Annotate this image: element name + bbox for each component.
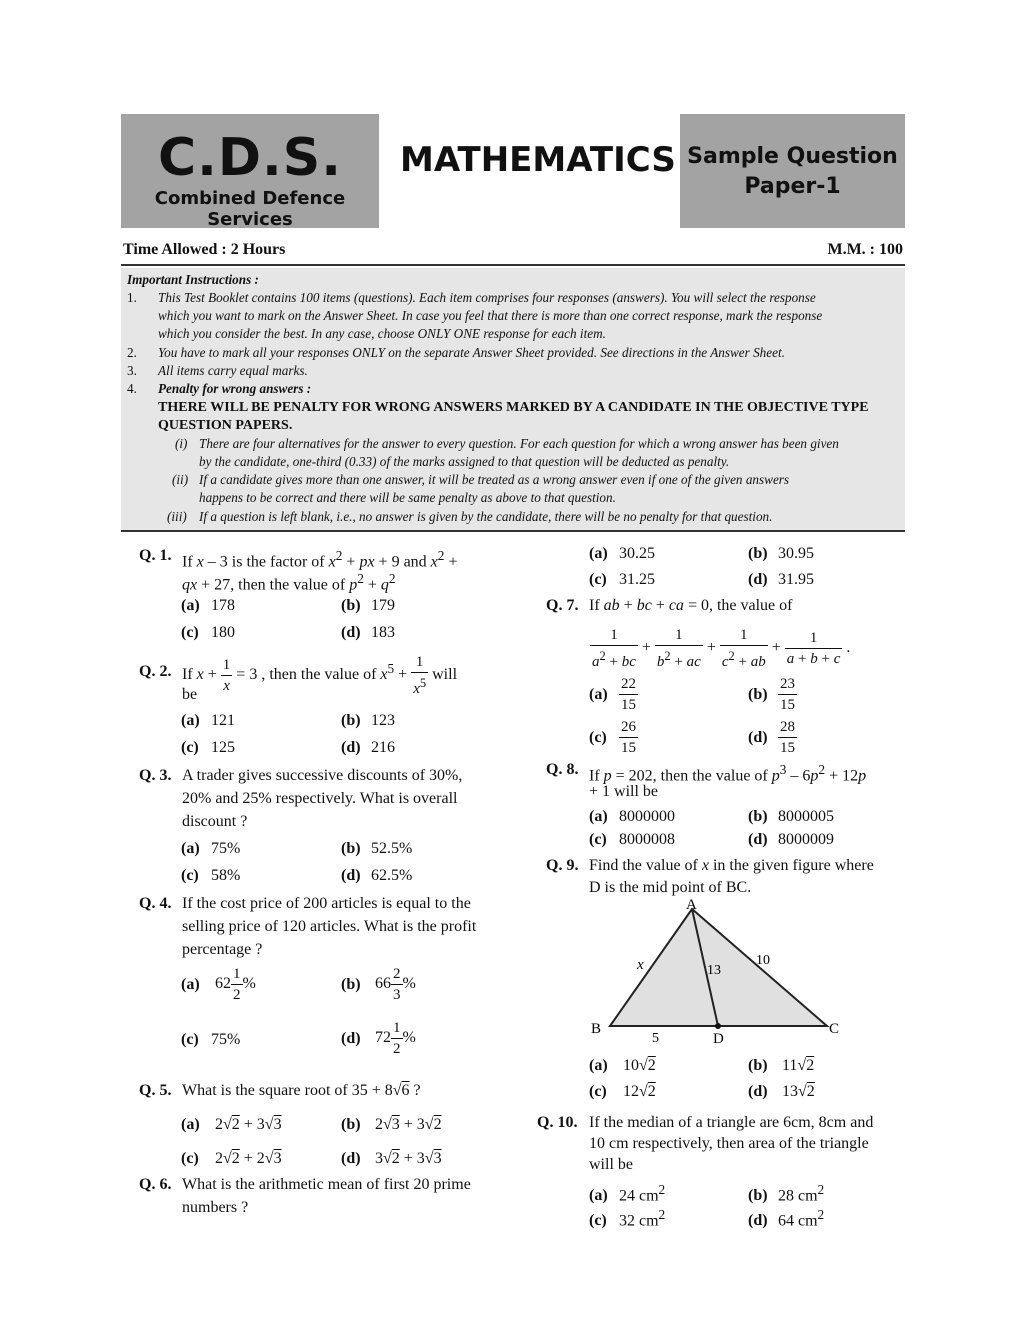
option-c[interactable]: (c) 12√2 xyxy=(589,1083,656,1100)
option-label: (a) xyxy=(181,840,200,857)
sub-num: (iii) xyxy=(167,509,187,524)
option-label: (b) xyxy=(748,545,768,562)
q5-text: What is the square root of xyxy=(182,1082,348,1099)
instr-line: If a question is left blank, i.e., no answer is given by the candidate, there will be no penalty for that question. xyxy=(199,509,773,524)
option-b[interactable]: (b) 11√2 xyxy=(748,1057,815,1074)
option-label: (c) xyxy=(589,1212,607,1230)
question-text: Find the value of x in the given figure where xyxy=(589,857,874,874)
option-value: 178 xyxy=(211,597,235,614)
option-b[interactable]: (b) 28 $cm^2$ xyxy=(748,1179,824,1207)
option-label: (b) xyxy=(341,840,361,857)
penalty-title: QUESTION PAPERS. xyxy=(158,418,293,433)
instr-num: 4. xyxy=(127,381,137,396)
question-text: selling price of 120 articles. What is the profit xyxy=(182,918,477,935)
question-text: percentage ? xyxy=(182,941,263,958)
option-b[interactable] xyxy=(748,806,834,828)
question-text: be xyxy=(182,686,198,703)
option-c[interactable]: (c) $\frac{26}{15}$ xyxy=(589,719,636,756)
question-text: 10 cm respectively, then area of the triangle xyxy=(589,1135,869,1152)
instr-line: All items carry equal marks. xyxy=(158,363,308,378)
option-label: (c) xyxy=(181,624,199,641)
instr-num: 3. xyxy=(127,363,137,378)
option-label: (a) xyxy=(181,597,200,614)
option-d[interactable]: (d) 3√2 + 3√3 xyxy=(341,1150,442,1167)
question-text: A trader gives successive discounts of 30%, xyxy=(182,767,463,784)
instr-line: happens to be correct and there will be same penalty as above to that question. xyxy=(199,490,616,505)
label-10: 10 xyxy=(756,953,770,968)
option-value: 123 xyxy=(371,712,395,729)
time-allowed: Time Allowed : 2 Hours xyxy=(123,241,286,258)
logo-title: C.D.S. xyxy=(157,128,343,188)
paper-box xyxy=(680,114,905,228)
option-a[interactable]: (a) 2√2 + 3√3 xyxy=(181,1116,282,1133)
option-label: (c) xyxy=(181,1031,199,1048)
option-b[interactable] xyxy=(341,710,395,732)
option-label: (b) xyxy=(341,712,361,729)
option-value: 31.95 xyxy=(778,571,814,588)
instr-line: which you want to mark on the Answer Sheet. In case you feel that there is more than one correct response, mark the response xyxy=(158,308,823,323)
option-value: 8000009 xyxy=(778,831,834,848)
label-x: x xyxy=(637,957,644,973)
option-value: 32 cm xyxy=(619,1212,659,1230)
question-text: If ab + bc + ca = 0, the value of xyxy=(589,597,793,614)
option-label: (c) xyxy=(181,739,199,756)
option-label: (a) xyxy=(589,1187,608,1205)
option-c[interactable] xyxy=(589,829,675,851)
option-c[interactable] xyxy=(181,1029,240,1051)
option-value: 8000008 xyxy=(619,831,675,848)
label-d: D xyxy=(713,1031,724,1047)
triangle-figure xyxy=(580,895,850,1050)
option-d[interactable] xyxy=(341,865,412,887)
question-text: will be xyxy=(589,1156,633,1173)
question-number: Q. 9. xyxy=(546,857,579,874)
option-d[interactable] xyxy=(748,569,814,591)
question-text: 20% and 25% respectively. What is overall xyxy=(182,790,458,807)
question-number: Q. 4. xyxy=(139,895,172,912)
question-number: Q. 8. xyxy=(546,761,579,778)
instr-line: There are four alternatives for the answer to every question. For each question for which a wrong answer has been given xyxy=(199,436,839,451)
sub-num: (ii) xyxy=(172,472,189,487)
option-value: 125 xyxy=(211,739,235,756)
option-value: 8000005 xyxy=(778,808,834,825)
option-a[interactable] xyxy=(181,710,235,732)
logo-box xyxy=(121,114,379,228)
option-label: (b) xyxy=(748,1187,768,1205)
paper-title xyxy=(680,142,905,202)
option-c[interactable] xyxy=(181,622,235,644)
option-a[interactable] xyxy=(589,543,655,565)
paper-line-1: Sample Question xyxy=(687,144,898,169)
question-text: If the median of a triangle are 6cm, 8cm and xyxy=(589,1114,874,1131)
option-value: 180 xyxy=(211,624,235,641)
question-number: Q. 5. xyxy=(139,1082,172,1099)
instr-line: by the candidate, one-third (0.33) of the marks assigned to that question will be deducted as penalty. xyxy=(199,454,730,469)
instr-line: You have to mark all your responses ONLY on the separate Answer Sheet provided. See directions in the Answer Sheet. xyxy=(158,345,785,360)
option-d[interactable] xyxy=(341,737,395,759)
label-a: A xyxy=(686,897,697,913)
option-value: 8000000 xyxy=(619,808,675,825)
question-text: D is the mid point of BC. xyxy=(589,879,752,896)
option-b[interactable]: (b) $\frac{23}{15}$ xyxy=(748,676,795,713)
question-number: Q. 7. xyxy=(546,597,579,614)
option-label: (d) xyxy=(748,571,768,588)
question-number: Q. 1. xyxy=(139,547,172,564)
option-a[interactable]: (a) 62 $\frac{1}{2}$ % xyxy=(181,966,256,1003)
option-value: 24 cm xyxy=(619,1187,659,1205)
option-d[interactable]: (d) 64 $cm^2$ xyxy=(748,1204,824,1232)
option-label: (a) xyxy=(589,808,608,825)
option-value: 121 xyxy=(211,712,235,729)
option-value: 28 cm xyxy=(778,1187,818,1205)
instr-line: Penalty for wrong answers : xyxy=(158,381,312,396)
option-label: (c) xyxy=(589,571,607,588)
instructions-heading: Important Instructions : xyxy=(127,272,259,287)
option-d[interactable]: (d) 72 $\frac{1}{2}$ % xyxy=(341,1020,416,1057)
question-text: qx + 27, then the value of $p^2 + q^2$ xyxy=(182,571,396,594)
point-d xyxy=(715,1023,721,1029)
option-b[interactable] xyxy=(341,595,395,617)
instr-line: which you consider the best. In any case, choose ONLY ONE response for each item. xyxy=(158,326,606,341)
option-c[interactable] xyxy=(181,865,240,887)
question-text: + 1 will be xyxy=(589,783,659,800)
option-d[interactable] xyxy=(748,829,834,851)
option-b[interactable] xyxy=(341,838,412,860)
question-text: What is the arithmetic mean of first 20 prime xyxy=(182,1176,471,1193)
option-value: 31.25 xyxy=(619,571,655,588)
option-a[interactable]: (a) 24 $cm^2$ xyxy=(589,1179,665,1207)
paper-line-2: Paper-1 xyxy=(744,174,841,199)
option-c[interactable]: (c) 32 $cm^2$ xyxy=(589,1204,665,1232)
question-number: Q. 3. xyxy=(139,767,172,784)
label-c: C xyxy=(829,1021,840,1037)
sub-num: (i) xyxy=(175,436,188,451)
option-d[interactable] xyxy=(341,622,395,644)
penalty-title: THERE WILL BE PENALTY FOR WRONG ANSWERS MARKED BY A CANDIDATE IN THE OBJECTIVE TYPE xyxy=(158,400,869,415)
label-5: 5 xyxy=(652,1031,659,1046)
max-marks: M.M. : 100 xyxy=(827,241,903,258)
question-text: discount ? xyxy=(182,813,248,830)
option-value: 75% xyxy=(211,1031,241,1048)
option-value: 30.95 xyxy=(778,545,814,562)
option-b[interactable]: (b) 2√3 + 3√2 xyxy=(341,1116,442,1133)
instr-num: 2. xyxy=(127,345,137,360)
time-bar xyxy=(121,240,905,266)
question-text: If x + $\frac{1}{x}$ = 3 , then the value of $x^5$ + $\frac{1}{x^5}$ will xyxy=(182,654,458,697)
option-value: 58% xyxy=(211,867,241,884)
question-number: Q. 6. xyxy=(139,1176,172,1193)
option-label: (d) xyxy=(748,831,768,848)
option-value: 75% xyxy=(211,840,241,857)
option-label: (c) xyxy=(181,867,199,884)
option-label: (a) xyxy=(589,545,608,562)
question-text: If x – 3 is the factor of $x^2$ + px + 9 and $x^2$ + xyxy=(182,548,458,571)
label-13: 13 xyxy=(707,963,721,978)
option-value: 62.5% xyxy=(371,867,413,884)
option-label: (d) xyxy=(341,739,361,756)
instr-num: 1. xyxy=(127,290,137,305)
option-a[interactable] xyxy=(181,838,240,860)
option-a[interactable] xyxy=(589,806,675,828)
option-a[interactable] xyxy=(181,595,235,617)
instr-line: If a candidate gives more than one answer, it will be treated as a wrong answer even if one of the given answers xyxy=(199,472,790,487)
question-number: Q. 10. xyxy=(537,1114,578,1131)
question-text: numbers ? xyxy=(182,1199,249,1216)
option-d[interactable]: (d) 13√2 xyxy=(748,1083,815,1100)
option-value: 183 xyxy=(371,624,395,641)
option-c[interactable]: (c) 2√2 + 2√3 xyxy=(181,1150,282,1167)
option-value: 64 cm xyxy=(778,1212,818,1230)
option-value: 30.25 xyxy=(619,545,655,562)
logo-subtitle: Combined Defence Services xyxy=(154,188,346,230)
option-b[interactable]: (b) 66 $\frac{2}{3}$ % xyxy=(341,966,416,1003)
option-label: (d) xyxy=(748,1212,768,1230)
option-label: (d) xyxy=(341,624,361,641)
subject-title: MATHEMATICS xyxy=(400,140,676,180)
option-b[interactable] xyxy=(748,543,814,565)
option-value: 179 xyxy=(371,597,395,614)
option-c[interactable] xyxy=(589,569,655,591)
option-label: (a) xyxy=(181,712,200,729)
question-number: Q. 2. xyxy=(139,663,172,680)
option-label: (c) xyxy=(589,831,607,848)
question-text: If p = 202, then the value of $p^3 - 6p^2 + 12p$ xyxy=(589,762,867,785)
label-b: B xyxy=(591,1021,602,1037)
option-label: (b) xyxy=(341,597,361,614)
option-a[interactable]: (a) 10√2 xyxy=(589,1057,656,1074)
option-value: 52.5% xyxy=(371,840,413,857)
option-a[interactable]: (a) $\frac{22}{15}$ xyxy=(589,676,636,713)
question-text: What is the square root of 35 + 8√6 ? xyxy=(182,1082,421,1099)
option-label: (b) xyxy=(748,808,768,825)
instructions-box xyxy=(121,268,905,532)
option-c[interactable] xyxy=(181,737,235,759)
question-text: If the cost price of 200 articles is equal to the xyxy=(182,895,471,912)
option-d[interactable]: (d) $\frac{28}{15}$ xyxy=(748,719,795,756)
instr-line: This Test Booklet contains 100 items (questions). Each item comprises four responses (answers). You will select the response xyxy=(158,290,816,305)
option-value: 216 xyxy=(371,739,395,756)
q7-expression: $\frac{1}{a^2 + bc}$ + $\frac{1}{b^2 + ac}$ + $\frac{1}{c^2 + ab}$ + $\frac{1}{a + b + c}$ . xyxy=(592,627,851,670)
option-label: (d) xyxy=(341,867,361,884)
